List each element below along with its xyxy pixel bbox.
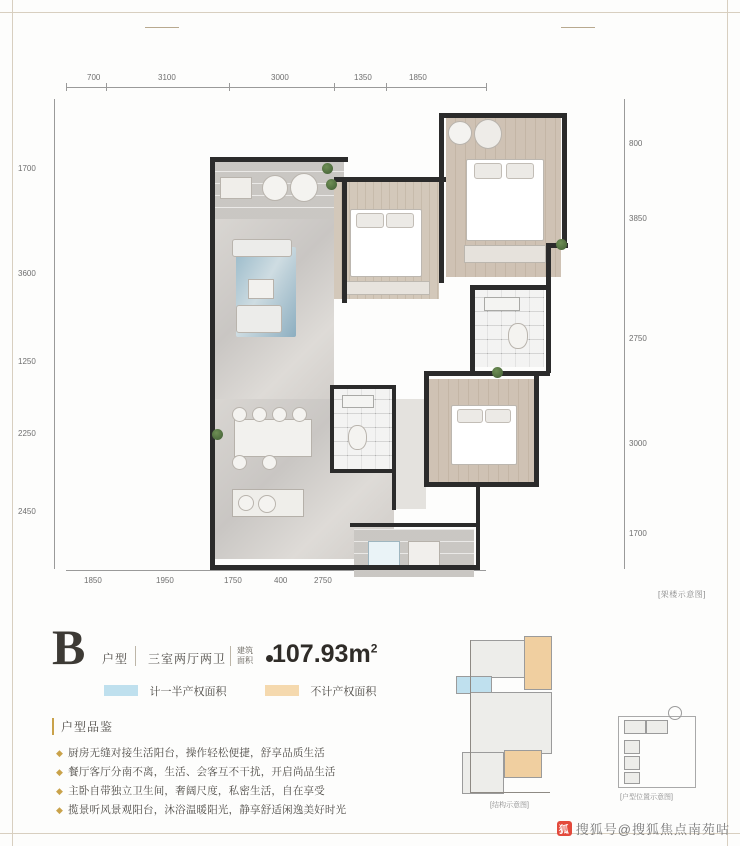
wall-bedroom3-left bbox=[424, 371, 429, 487]
dim-left-3: 2250 bbox=[18, 429, 36, 438]
structure-diagram bbox=[452, 632, 582, 822]
dim-top-2: 3000 bbox=[271, 73, 289, 82]
structure-line-v bbox=[470, 640, 471, 792]
structure-block-2 bbox=[524, 636, 552, 690]
location-unit-d bbox=[624, 756, 640, 770]
dim-tick-t0 bbox=[66, 83, 67, 91]
dim-right-0: 800 bbox=[629, 139, 643, 148]
legend-swatch-none bbox=[265, 685, 299, 696]
room-corridor bbox=[396, 399, 426, 509]
bullet-text: 厨房无缝对接生活阳台，操作轻松便捷，舒享品质生活 bbox=[68, 747, 325, 759]
dim-right-2: 2750 bbox=[629, 334, 647, 343]
diamond-icon: ◆ bbox=[56, 805, 64, 815]
wall-bedroom3-right bbox=[534, 371, 539, 487]
wall-bedroom3-top bbox=[424, 371, 550, 376]
bed3-pillow-1 bbox=[457, 409, 483, 423]
bath2-vanity bbox=[342, 395, 374, 408]
balcony-chair-1 bbox=[262, 175, 288, 201]
structure-block-5 bbox=[504, 750, 542, 778]
bed2-pillow-1 bbox=[356, 213, 384, 228]
balcony-chair-2 bbox=[290, 173, 318, 202]
dim-tick-t2 bbox=[229, 83, 230, 91]
kitchen-sink bbox=[258, 495, 276, 513]
quality-title: 户型品鉴 bbox=[52, 718, 113, 735]
master-pillow-1 bbox=[474, 163, 502, 179]
wall-bath-left bbox=[470, 285, 475, 371]
wall-west-mid bbox=[210, 214, 215, 424]
dim-line-right bbox=[624, 99, 625, 569]
watermark-text: 搜狐号@搜狐焦点南苑咕 bbox=[575, 822, 730, 837]
diamond-icon: ◆ bbox=[56, 748, 64, 758]
dining-chair-6 bbox=[262, 455, 277, 470]
wall-service-right bbox=[476, 487, 480, 567]
bullet-text: 揽景听风景观阳台，沐浴温暖阳光，静享舒适闲逸美好时光 bbox=[68, 804, 347, 816]
room-bedroom-3 bbox=[429, 379, 534, 484]
floor-plan-area bbox=[18, 24, 716, 604]
watermark bbox=[557, 819, 730, 838]
structure-block-7 bbox=[462, 752, 504, 794]
wall-bedroom2-top bbox=[334, 177, 446, 182]
wall-bedroom2-left bbox=[342, 177, 347, 303]
area-unit: 2 bbox=[370, 641, 378, 656]
dim-top-0: 700 bbox=[87, 73, 101, 82]
dining-table bbox=[234, 419, 312, 457]
bath2-toilet bbox=[348, 425, 367, 450]
structure-line-h bbox=[470, 792, 550, 793]
washer bbox=[368, 541, 400, 567]
wall-bath2-left bbox=[330, 385, 334, 473]
dim-tick-t5 bbox=[486, 83, 487, 91]
bullet-item bbox=[56, 744, 456, 763]
dim-left-2: 1250 bbox=[18, 357, 36, 366]
room-bedroom-2 bbox=[334, 181, 439, 299]
dim-left-0: 1700 bbox=[18, 164, 36, 173]
legend-item-none bbox=[265, 682, 376, 700]
legend-label-half: 计一半产权面积 bbox=[149, 685, 227, 698]
living-armchair bbox=[236, 305, 282, 333]
dim-right-1: 3850 bbox=[629, 214, 647, 223]
plant-icon-3 bbox=[212, 429, 223, 440]
dim-top-4: 1850 bbox=[409, 73, 427, 82]
unit-type-label: 户型 bbox=[102, 652, 129, 666]
wall-north-left bbox=[210, 157, 348, 162]
wall-bath2-right bbox=[392, 385, 396, 510]
dining-chair-4 bbox=[292, 407, 307, 422]
dim-top-3: 1350 bbox=[354, 73, 372, 82]
bullet-item bbox=[56, 801, 456, 820]
master-armchair bbox=[474, 119, 502, 149]
master-chair bbox=[448, 121, 472, 145]
wall-bath-top bbox=[470, 285, 550, 290]
dim-tick-t3 bbox=[334, 83, 335, 91]
bed3-pillow-2 bbox=[485, 409, 511, 423]
dim-tick-t4 bbox=[386, 83, 387, 91]
frame-line-top bbox=[0, 12, 740, 13]
wall-east-mid bbox=[546, 243, 551, 373]
room-living bbox=[214, 219, 334, 419]
dining-chair-1 bbox=[232, 407, 247, 422]
bullet-text: 主卧自带独立卫生间，奢阔尺度，私密生活，自在享受 bbox=[68, 785, 325, 797]
dining-chair-2 bbox=[252, 407, 267, 422]
location-diagram bbox=[612, 702, 707, 807]
wall-service-top bbox=[350, 523, 480, 527]
wall-bedroom3-bottom bbox=[424, 482, 539, 487]
unit-type-letter: B bbox=[52, 619, 86, 675]
frame-line-left bbox=[12, 0, 13, 846]
location-unit-e bbox=[624, 772, 640, 784]
room-bathroom-master bbox=[474, 289, 544, 367]
plant-icon-2 bbox=[326, 179, 337, 190]
wall-master-top bbox=[439, 113, 567, 118]
dim-bottom-2: 1750 bbox=[224, 576, 242, 585]
room-bathroom-2 bbox=[334, 389, 392, 469]
legend bbox=[104, 682, 410, 700]
room-master-bedroom bbox=[446, 117, 561, 277]
wall-master-left bbox=[439, 113, 444, 283]
location-unit-c bbox=[624, 740, 640, 754]
location-unit-a bbox=[624, 720, 646, 734]
plant-icon-5 bbox=[492, 367, 503, 378]
dim-right-4: 1700 bbox=[629, 529, 647, 538]
master-bath-vanity bbox=[484, 297, 520, 311]
living-sofa bbox=[232, 239, 292, 257]
sohu-logo-icon: 狐 bbox=[557, 821, 572, 836]
kitchen-hob-1 bbox=[238, 495, 254, 511]
structure-block-4 bbox=[470, 692, 552, 754]
dim-top-1: 3100 bbox=[158, 73, 176, 82]
plan-note: [架楼示意图] bbox=[658, 590, 706, 599]
plant-icon-1 bbox=[322, 163, 333, 174]
legend-item-half bbox=[104, 682, 226, 700]
wall-bath2-top bbox=[330, 385, 396, 389]
wall-south bbox=[210, 565, 480, 570]
divider-1 bbox=[135, 646, 136, 666]
service-cabinet bbox=[408, 541, 440, 567]
dim-line-top bbox=[66, 87, 486, 88]
area-value bbox=[272, 640, 377, 669]
dim-bottom-3: 400 bbox=[274, 576, 288, 585]
balcony-table bbox=[220, 177, 252, 199]
area-number: 107.93m bbox=[272, 640, 371, 668]
master-pillow-2 bbox=[506, 163, 534, 179]
compass-icon bbox=[668, 706, 682, 720]
master-bath-toilet bbox=[508, 323, 528, 349]
dim-right-3: 3000 bbox=[629, 439, 647, 448]
unit-rooms: 三室两厅两卫 bbox=[148, 652, 227, 666]
location-caption: [户型位置示意图] bbox=[620, 794, 673, 801]
location-unit-b bbox=[646, 720, 668, 734]
bedroom2-cabinet bbox=[344, 281, 430, 295]
bed2-pillow-2 bbox=[386, 213, 414, 228]
dim-bottom-4: 2750 bbox=[314, 576, 332, 585]
frame-line-right bbox=[727, 0, 728, 846]
wall-west-upper bbox=[210, 157, 215, 219]
quality-bullets bbox=[56, 744, 456, 820]
dim-tick-t1 bbox=[106, 83, 107, 91]
legend-swatch-half bbox=[104, 685, 138, 696]
legend-label-none: 不计产权面积 bbox=[310, 685, 377, 698]
area-word: 建筑 面积 bbox=[237, 646, 253, 665]
dim-left-4: 2450 bbox=[18, 507, 36, 516]
bullet-item bbox=[56, 782, 456, 801]
dim-bottom-1: 1950 bbox=[156, 576, 174, 585]
wall-east-upper bbox=[562, 113, 567, 243]
master-tv-cabinet bbox=[464, 245, 546, 263]
divider-2 bbox=[230, 646, 231, 666]
wall-west-lower bbox=[210, 424, 215, 569]
living-coffee-table bbox=[248, 279, 274, 299]
dining-chair-3 bbox=[272, 407, 287, 422]
diamond-icon: ◆ bbox=[56, 767, 64, 777]
bullet-item bbox=[56, 763, 456, 782]
dim-bottom-0: 1850 bbox=[84, 576, 102, 585]
dim-line-left bbox=[54, 99, 55, 569]
structure-caption: [结构示意图] bbox=[490, 802, 529, 809]
wall-bath2-bottom bbox=[330, 469, 396, 473]
dim-left-1: 3600 bbox=[18, 269, 36, 278]
dining-chair-5 bbox=[232, 455, 247, 470]
floor-plan-drawing bbox=[174, 99, 594, 589]
bullet-text: 餐厅客厅分南不离，生活、会客互不干扰，开启尚品生活 bbox=[68, 766, 336, 778]
plant-icon-4 bbox=[556, 239, 567, 250]
diamond-icon: ◆ bbox=[56, 786, 64, 796]
structure-block-1 bbox=[470, 640, 526, 678]
